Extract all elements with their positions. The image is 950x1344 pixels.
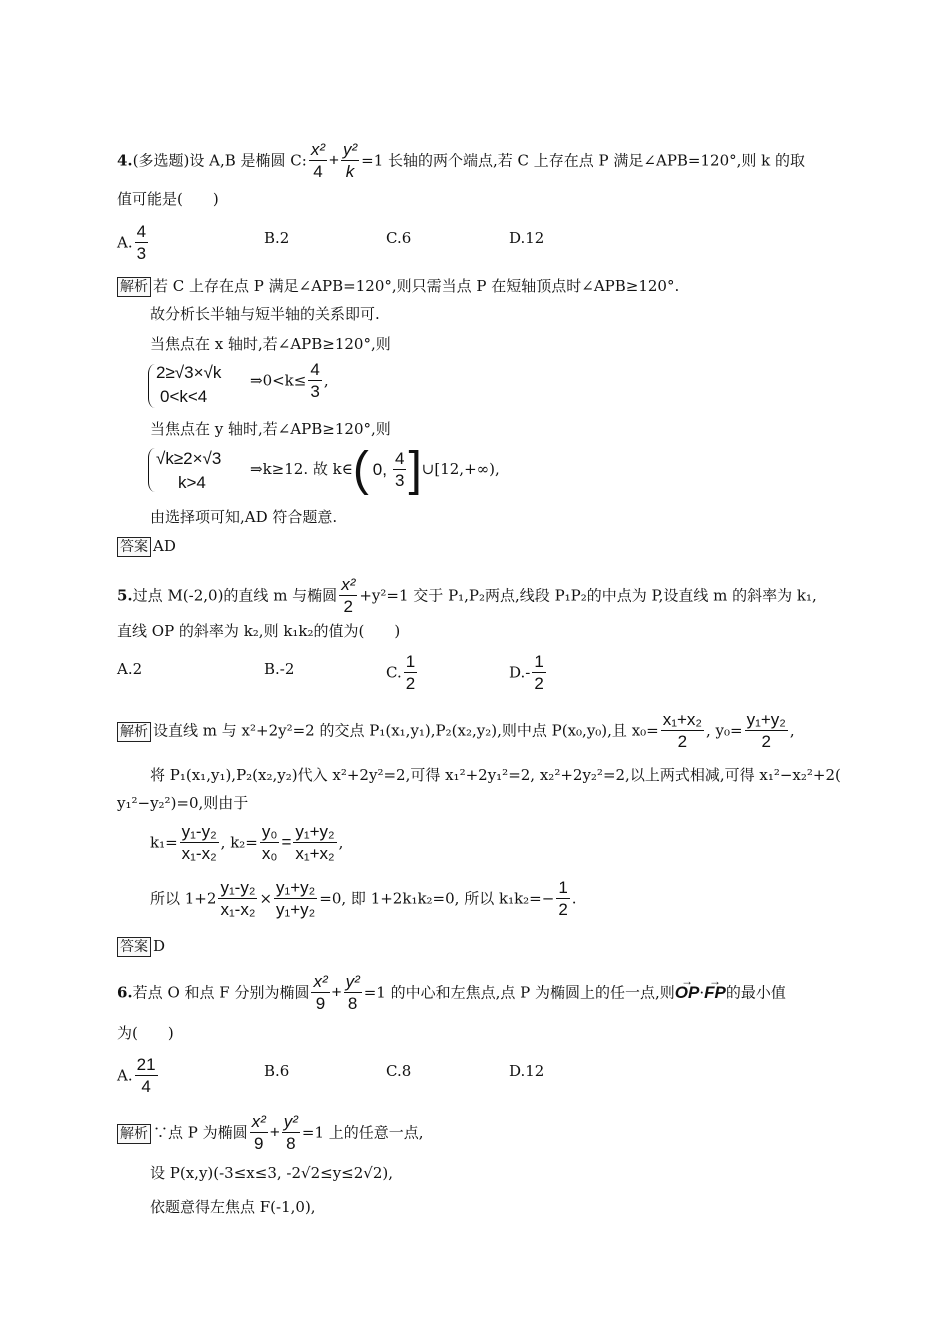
q4-frac-y2-k: $\frac{\text{y²}}{k}$ — [342, 140, 358, 181]
q4-system2-brace — [148, 448, 155, 492]
q5-stem-line2: 直线 OP 的斜率为 k₂,则 k₁k₂的值为( ) — [117, 622, 401, 640]
q4-stem-b: =1 长轴的两个端点,若 C 上存在点 P 满足∠APB=120°,则 k 的取 — [361, 151, 806, 170]
q6-option-d: D.12 — [509, 1062, 545, 1080]
q4-frac-x2-4: $\frac{\text{x²}}{4}$ — [310, 140, 326, 181]
q5-option-c: C. $\frac{1}{2}$ — [386, 652, 416, 693]
q4-system1-result: ⇒0<k≤ $\frac{4}{3}$ , — [250, 360, 329, 401]
q4-system1-eq1: 2≥√3×√k — [156, 363, 222, 382]
q5-solution-label: 解析 — [117, 722, 151, 742]
q6-stem-line2: 为( ) — [117, 1024, 174, 1042]
q6-number: 6. — [117, 983, 133, 1002]
q4-answer — [117, 535, 176, 557]
q5-answer — [117, 935, 165, 957]
q6-option-a: A. $\frac{21}{4}$ — [117, 1055, 156, 1096]
vector-op: → OP — [675, 982, 700, 1004]
q6-solution-line2: 设 P(x,y)(-3≤x≤3, -2√2≤y≤2√2), — [150, 1164, 393, 1182]
q4-answer-value: AD — [153, 537, 176, 555]
q5-answer-value: D — [153, 937, 166, 955]
q4-system1-brace — [148, 364, 155, 408]
q4-solution-line4: 当焦点在 y 轴时,若∠APB≥120°,则 — [150, 420, 391, 438]
q4-solution-line1: 解析 若 C 上存在点 P 满足∠APB=120°,则只需当点 P 在短轴顶点时∠APB≥120°. — [117, 275, 679, 297]
q6-solution-line3: 依题意得左焦点 F(-1,0), — [150, 1198, 316, 1216]
q4-stem-line1: 4.(多选题)设 A,B 是椭圆 C: $\frac{\text{x²}}{4}$ + $\frac{\text{y²}}{k}$ =1 长轴的两个端点,若 C 上存在点 P 满足∠APB=120°,则 k 的取 — [117, 140, 806, 181]
q4-system1-eq2: 0<k<4 — [160, 387, 208, 406]
q4-solution-label: 解析 — [117, 277, 151, 297]
q6-option-b: B.6 — [264, 1062, 290, 1080]
q6-solution-label: 解析 — [117, 1124, 151, 1144]
q5-number: 5. — [117, 586, 133, 605]
q5-solution-line1: 解析 设直线 m 与 x²+2y²=2 的交点 P₁(x₁,y₁),P₂(x₂,y₂),则中点 P(x₀,y₀),且 x₀= $\frac{\text{x₁+x₂}}{2}$ , y₀= $\frac{\text{y₁+y₂}}{2}$ , — [117, 710, 795, 753]
q5-solution-line3: y₁²−y₂²)=0,则由于 — [117, 794, 249, 812]
vector-fp: → FP — [704, 982, 726, 1004]
q4-option-d: D.12 — [509, 229, 545, 247]
q5-frac-x2-2: $\frac{\text{x²}}{2}$ — [341, 575, 356, 616]
q5-solution-line2: 将 P₁(x₁,y₁),P₂(x₂,y₂)代入 x²+2y²=2,可得 x₁²+2y₁²=2, x₂²+2y₂²=2,以上两式相减,可得 x₁²−x₂²+2( — [150, 766, 841, 784]
q4-option-b: B.2 — [264, 229, 290, 247]
q4-system2-result: ⇒k≥12. 故 k∈( 0, $\frac{4}{3}$ ]∪[12,+∞), — [250, 443, 500, 496]
q6-solution-line1: 解析 ∵点 P 为椭圆 $\frac{\text{x²}}{9}$ + $\frac{\text{y²}}{8}$ =1 上的任意一点, — [117, 1112, 424, 1155]
q4-answer-label: 答案 — [117, 537, 151, 557]
q4-stem-line2: 值可能是( ) — [117, 190, 219, 208]
q4-option-a: A. $\frac{4}{3}$ — [117, 222, 147, 263]
q5-solution-line4: k₁= $\frac{\text{y₁-y₂}}{\text{x₁-x₂}}$ , k₂= $\frac{\text{y₀}}{\text{x₀}}$ = $\frac{\text{y₁+y₂}}{\text{x₁+x₂}}$ , — [150, 822, 344, 863]
q4-frac-4-3-b: $\frac{4}{3}$ — [310, 360, 320, 401]
q4-number: 4. — [117, 151, 133, 170]
q4-system2-eq2: k>4 — [178, 473, 206, 492]
q4-stem-a: (多选题)设 A,B 是椭圆 C: — [132, 151, 307, 170]
q5-stem-line1: 5.过点 M(-2,0)的直线 m 与椭圆 $\frac{\text{x²}}{2}$ +y²=1 交于 P₁,P₂两点,线段 P₁P₂的中点为 P,设直线 m 的斜率为 k₁, — [117, 575, 817, 616]
q5-answer-label: 答案 — [117, 937, 151, 957]
q6-option-c: C.8 — [386, 1062, 412, 1080]
q4-solution-line3: 当焦点在 x 轴时,若∠APB≥120°,则 — [150, 335, 391, 353]
q4-solution-line5: 由选择项可知,AD 符合题意. — [150, 508, 338, 526]
q6-stem-line1: 6.若点 O 和点 F 分别为椭圆 $\frac{\text{x²}}{9}$ + $\frac{\text{y²}}{8}$ =1 的中心和左焦点,点 P 为椭圆上的任一点,则→ OP·→ FP的最小值 — [117, 972, 786, 1015]
q5-option-d: D.- $\frac{1}{2}$ — [509, 652, 544, 693]
q4-solution-line2: 故分析长半轴与短半轴的关系即可. — [150, 305, 380, 323]
q4-frac-4-3-c: $\frac{4}{3}$ — [394, 448, 405, 490]
q5-option-a: A.2 — [117, 660, 143, 678]
q4-option-c: C.6 — [386, 229, 412, 247]
q5-solution-line5: 所以 1+2 $\frac{\text{y₁-y₂}}{\text{x₁-x₂}}$ × $\frac{\text{y₁+y₂}}{\text{y₁+y₂}}$ =0, 即 1+2k₁k₂=0, 所以 k₁k₂=− $\frac{1}{2}$ . — [150, 878, 577, 919]
q4-frac-4-3: $\frac{4}{3}$ — [136, 222, 147, 263]
q5-option-b: B.-2 — [264, 660, 295, 678]
q4-system2-eq1: √k≥2×√3 — [156, 449, 222, 468]
